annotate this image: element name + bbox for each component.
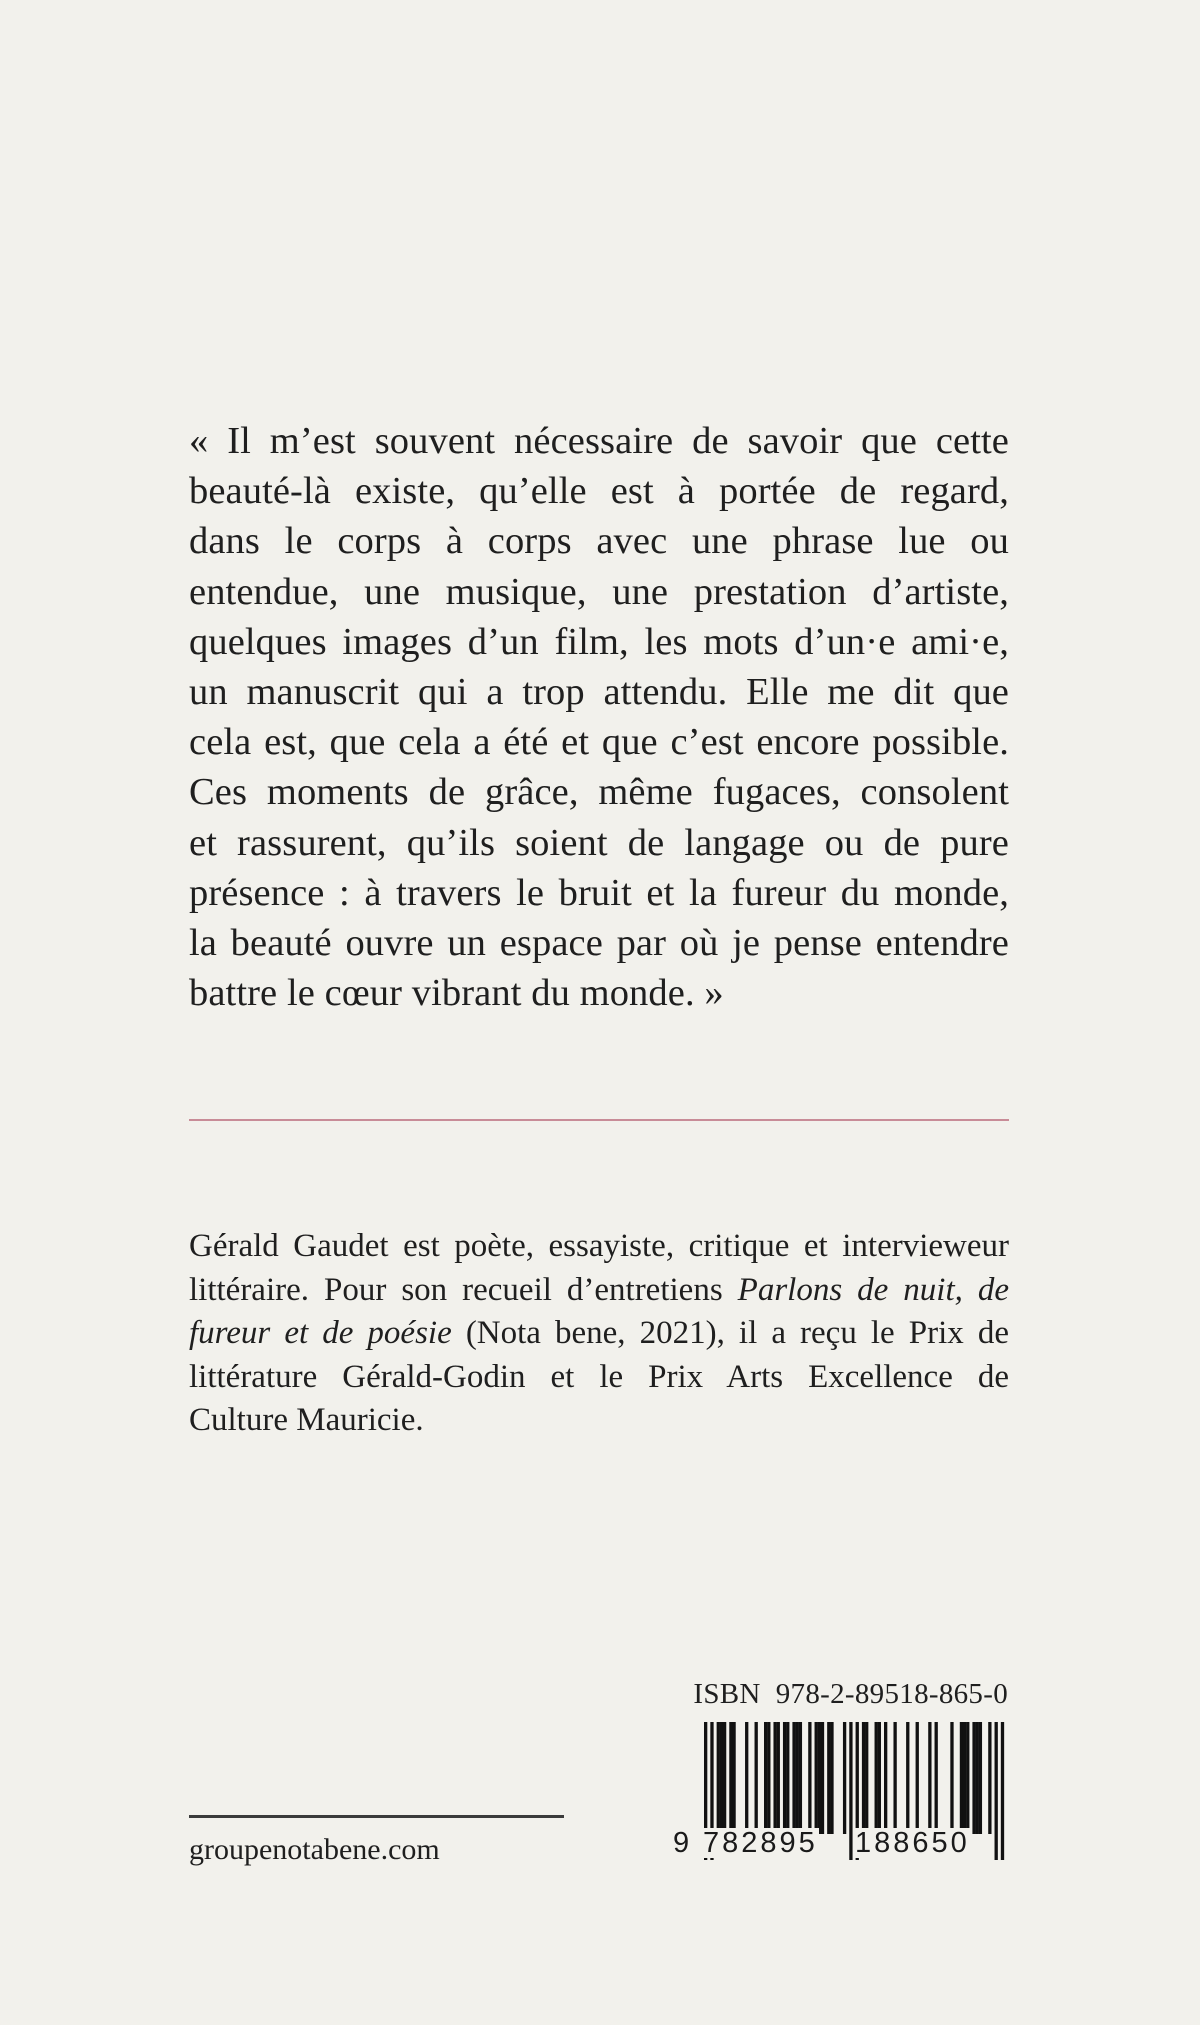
back-cover-quote xyxy=(189,416,1009,1018)
bio-line xyxy=(189,1312,1009,1356)
barcode-bar xyxy=(786,1722,789,1834)
barcode-bar xyxy=(767,1722,770,1834)
barcode-bar xyxy=(875,1722,878,1834)
barcode-bar xyxy=(966,1722,969,1834)
barcode-bar xyxy=(815,1722,818,1834)
quote-line: dans le corps à corps avec une phrase lue ou xyxy=(189,520,1009,563)
quote-line: présence : à travers le bruit et la fureur du monde, xyxy=(189,871,1009,914)
bio-line: littérature Gérald-Godin et le Prix Arts Excellence de xyxy=(189,1358,1009,1395)
publisher-website: groupenotabene.com xyxy=(189,1833,440,1866)
barcode-bar xyxy=(796,1722,799,1834)
barcode-bar xyxy=(777,1722,780,1834)
quote-line: un manuscrit qui a trop attendu. Elle me dit que xyxy=(189,671,1009,714)
barcode-bar xyxy=(827,1722,830,1834)
barcode-bar xyxy=(723,1722,726,1834)
barcode-bar xyxy=(893,1722,896,1834)
bio-text: littéraire. Pour son recueil d’entretiens xyxy=(189,1271,738,1308)
barcode-bar xyxy=(773,1722,776,1834)
quote-line: « Il m’est souvent nécessaire de savoir que cette xyxy=(189,420,1009,462)
barcode-bar xyxy=(928,1722,931,1834)
section-divider xyxy=(189,1119,1009,1121)
quote-line: battre le cœur vibrant du monde. » xyxy=(189,972,724,1015)
barcode-bar xyxy=(865,1722,868,1834)
book-title-part1: Parlons de nuit, de xyxy=(737,1271,1009,1308)
quote-line: et rassurent, qu’ils soient de langage ou de pure xyxy=(189,821,1009,864)
barcode-bar xyxy=(963,1722,966,1834)
barcode-bar xyxy=(745,1722,748,1834)
barcode-bar xyxy=(979,1722,982,1834)
barcode-digits xyxy=(673,1822,1010,1866)
barcode-bar xyxy=(972,1722,975,1834)
barcode-bar xyxy=(783,1722,786,1834)
barcode-bar xyxy=(878,1722,881,1834)
bio-text: (Nota bene, 2021), il a reçu le Prix de xyxy=(451,1315,1009,1351)
barcode-bar xyxy=(988,1722,991,1834)
barcode-bar xyxy=(950,1722,953,1834)
barcode-bar xyxy=(729,1722,732,1834)
barcode-bar xyxy=(976,1722,979,1834)
quote-line: quelques images d’un film, les mots d’un·e ami·e, xyxy=(189,620,1009,663)
barcode-bar xyxy=(717,1722,720,1834)
barcode-bar xyxy=(821,1722,824,1834)
barcode-digit-first: 9 xyxy=(673,1827,693,1859)
barcode-bar xyxy=(916,1722,919,1834)
barcode-digits-left: 782895 xyxy=(703,1827,818,1859)
quote-line: Ces moments de grâce, même fugaces, consolent xyxy=(189,771,1009,814)
book-title-part2: fureur et de poésie xyxy=(189,1315,452,1351)
barcode-bar xyxy=(808,1722,811,1834)
quote-line: la beauté ouvre un espace par où je pense entendre xyxy=(189,922,1009,965)
bio-line: Culture Mauricie. xyxy=(189,1402,424,1438)
quote-line: cela est, que cela a été et que c’est encore possible. xyxy=(189,721,1009,764)
bio-line xyxy=(189,1269,1009,1313)
barcode-bar xyxy=(720,1722,723,1834)
barcode-bar xyxy=(830,1722,833,1834)
quote-line: beauté-là existe, qu’elle est à portée de regard, xyxy=(189,470,1009,513)
isbn-label: ISBN 978-2-89518-865-0 xyxy=(693,1678,1008,1710)
barcode-bar xyxy=(755,1722,758,1834)
author-bio xyxy=(189,1225,1009,1443)
barcode-bar xyxy=(732,1722,735,1834)
quote-line: entendue, une musique, une prestation d’artiste, xyxy=(189,570,1009,613)
barcode-bar xyxy=(862,1722,865,1834)
barcode-bar xyxy=(906,1722,909,1834)
barcode-digits-right: 188650 xyxy=(855,1827,970,1859)
barcode-bar xyxy=(799,1722,802,1834)
barcode-bar xyxy=(764,1722,767,1834)
barcode-bar xyxy=(935,1722,938,1834)
barcode-bar xyxy=(843,1722,846,1834)
barcode-bar xyxy=(818,1722,821,1834)
bio-line: Gérald Gaudet est poète, essayiste, critique et intervieweur xyxy=(189,1228,1009,1264)
barcode-bar xyxy=(884,1722,887,1834)
barcode-bar xyxy=(792,1722,795,1834)
barcode-bar xyxy=(960,1722,963,1834)
footer-divider xyxy=(189,1815,564,1818)
